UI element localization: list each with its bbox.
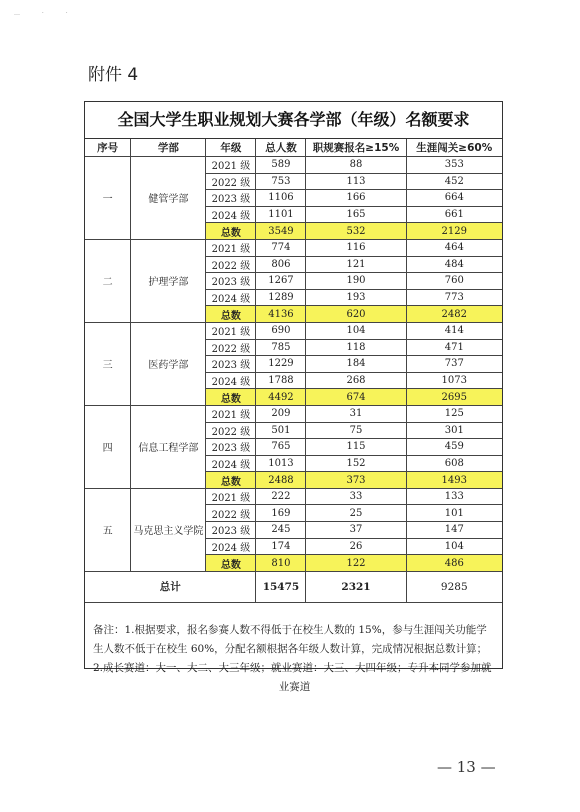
- challenge-cell: 464: [406, 239, 502, 256]
- grade-cell: 2023 级: [206, 273, 256, 290]
- header-cell: 职规赛报名≥15%: [306, 139, 406, 157]
- challenge-cell: 1073: [406, 372, 502, 389]
- subtotal-challenge: 2482: [406, 306, 502, 323]
- grade-cell: 2023 级: [206, 439, 256, 456]
- page-number: — 13 —: [437, 758, 496, 776]
- total-cell: 765: [256, 439, 306, 456]
- challenge-cell: 773: [406, 289, 502, 306]
- total-cell: 209: [256, 405, 306, 422]
- dept-name: 信息工程学部: [131, 405, 206, 488]
- table-row: [85, 488, 502, 505]
- grade-cell: 2022 级: [206, 256, 256, 273]
- dept-name: 护理学部: [131, 239, 206, 322]
- subtotal-challenge: 2695: [406, 389, 502, 406]
- challenge-cell: 353: [406, 157, 502, 174]
- challenge-cell: 471: [406, 339, 502, 356]
- subtotal-total: 2488: [256, 472, 306, 489]
- challenge-cell: 608: [406, 455, 502, 472]
- header-cell: 总人数: [256, 139, 306, 157]
- career-cell: 190: [306, 273, 406, 290]
- quota-table: [85, 139, 502, 603]
- grade-cell: 2022 级: [206, 422, 256, 439]
- total-cell: 806: [256, 256, 306, 273]
- subtotal-total: 4492: [256, 389, 306, 406]
- grade-cell: 2024 级: [206, 538, 256, 555]
- challenge-cell: 133: [406, 488, 502, 505]
- dept-name: 马克思主义学院: [131, 488, 206, 571]
- table-frame: [84, 101, 503, 693]
- subtotal-career: 532: [306, 223, 406, 240]
- career-cell: 75: [306, 422, 406, 439]
- grade-cell: 2022 级: [206, 339, 256, 356]
- total-cell: 1788: [256, 372, 306, 389]
- subtotal-label: 总数: [206, 555, 256, 572]
- challenge-cell: 125: [406, 405, 502, 422]
- grade-cell: 2024 级: [206, 206, 256, 223]
- header-cell: 年级: [206, 139, 256, 157]
- subtotal-challenge: 2129: [406, 223, 502, 240]
- challenge-cell: 414: [406, 322, 502, 339]
- career-cell: 113: [306, 173, 406, 190]
- challenge-cell: 484: [406, 256, 502, 273]
- scan-marks: … · ·: [14, 10, 78, 17]
- challenge-cell: 760: [406, 273, 502, 290]
- dept-name: 医药学部: [131, 322, 206, 405]
- header-cell: 序号: [85, 139, 131, 157]
- subtotal-total: 4136: [256, 306, 306, 323]
- grand-total-row: [85, 571, 502, 602]
- dept-name: 健管学部: [131, 157, 206, 240]
- total-cell: 1101: [256, 206, 306, 223]
- career-cell: 152: [306, 455, 406, 472]
- subtotal-total: 3549: [256, 223, 306, 240]
- total-cell: 589: [256, 157, 306, 174]
- attachment-label: 附件 4: [88, 65, 139, 85]
- subtotal-label: 总数: [206, 389, 256, 406]
- grade-cell: 2024 级: [206, 372, 256, 389]
- table-body: [85, 157, 502, 603]
- challenge-cell: 664: [406, 190, 502, 207]
- subtotal-label: 总数: [206, 223, 256, 240]
- challenge-cell: 459: [406, 439, 502, 456]
- dept-number: 三: [85, 322, 131, 405]
- career-cell: 193: [306, 289, 406, 306]
- header-cell: 生涯闯关≥60%: [406, 139, 502, 157]
- career-cell: 31: [306, 405, 406, 422]
- dept-number: 四: [85, 405, 131, 488]
- challenge-cell: 104: [406, 538, 502, 555]
- total-cell: 1229: [256, 356, 306, 373]
- header-row: [85, 139, 502, 157]
- note-text-last: 业赛道: [278, 680, 311, 693]
- header-cell: 学部: [131, 139, 206, 157]
- career-cell: 116: [306, 239, 406, 256]
- challenge-cell: 147: [406, 522, 502, 539]
- note-text: 备注：1.根据要求，报名参赛人数不得低于在校生人数的 15%，参与生涯闯关功能学生人数不低于在校生 60%，分配名额根据各年级人数计算，完成情况根据总数计算；2.成长赛道：大一、大二、大三年级；就业赛道：大三、大四年级；专升本同学参加就: [93, 623, 492, 674]
- grade-cell: 2021 级: [206, 405, 256, 422]
- challenge-cell: 661: [406, 206, 502, 223]
- subtotal-career: 674: [306, 389, 406, 406]
- total-cell: 245: [256, 522, 306, 539]
- grand-total-challenge: 9285: [406, 571, 502, 602]
- grade-cell: 2023 级: [206, 190, 256, 207]
- subtotal-challenge: 1493: [406, 472, 502, 489]
- subtotal-total: 810: [256, 555, 306, 572]
- grand-total-total: 15475: [256, 571, 306, 602]
- grade-cell: 2021 级: [206, 488, 256, 505]
- career-cell: 37: [306, 522, 406, 539]
- grand-total-career: 2321: [306, 571, 406, 602]
- total-cell: 1106: [256, 190, 306, 207]
- total-cell: 785: [256, 339, 306, 356]
- grade-cell: 2022 级: [206, 505, 256, 522]
- grade-cell: 2021 级: [206, 157, 256, 174]
- table-row: [85, 157, 502, 174]
- total-cell: 222: [256, 488, 306, 505]
- challenge-cell: 301: [406, 422, 502, 439]
- dept-number: 五: [85, 488, 131, 571]
- grade-cell: 2023 级: [206, 522, 256, 539]
- table-row: [85, 322, 502, 339]
- career-cell: 184: [306, 356, 406, 373]
- table-row: [85, 239, 502, 256]
- career-cell: 25: [306, 505, 406, 522]
- grade-cell: 2024 级: [206, 289, 256, 306]
- total-cell: 690: [256, 322, 306, 339]
- grade-cell: 2021 级: [206, 322, 256, 339]
- grade-cell: 2022 级: [206, 173, 256, 190]
- career-cell: 121: [306, 256, 406, 273]
- dept-number: 二: [85, 239, 131, 322]
- total-cell: 169: [256, 505, 306, 522]
- grade-cell: 2023 级: [206, 356, 256, 373]
- grade-cell: 2024 级: [206, 455, 256, 472]
- career-cell: 165: [306, 206, 406, 223]
- subtotal-career: 620: [306, 306, 406, 323]
- table-title: 全国大学生职业规划大赛各学部（年级）名额要求: [85, 102, 502, 139]
- challenge-cell: 452: [406, 173, 502, 190]
- subtotal-career: 373: [306, 472, 406, 489]
- total-cell: 1013: [256, 455, 306, 472]
- total-cell: 774: [256, 239, 306, 256]
- career-cell: 118: [306, 339, 406, 356]
- career-cell: 104: [306, 322, 406, 339]
- career-cell: 115: [306, 439, 406, 456]
- total-cell: 174: [256, 538, 306, 555]
- grade-cell: 2021 级: [206, 239, 256, 256]
- career-cell: 88: [306, 157, 406, 174]
- subtotal-label: 总数: [206, 306, 256, 323]
- subtotal-challenge: 486: [406, 555, 502, 572]
- total-cell: 501: [256, 422, 306, 439]
- subtotal-label: 总数: [206, 472, 256, 489]
- total-cell: 1267: [256, 273, 306, 290]
- challenge-cell: 737: [406, 356, 502, 373]
- total-cell: 753: [256, 173, 306, 190]
- table-row: [85, 405, 502, 422]
- dept-number: 一: [85, 157, 131, 240]
- subtotal-career: 122: [306, 555, 406, 572]
- career-cell: 166: [306, 190, 406, 207]
- challenge-cell: 101: [406, 505, 502, 522]
- career-cell: 26: [306, 538, 406, 555]
- career-cell: 33: [306, 488, 406, 505]
- total-cell: 1289: [256, 289, 306, 306]
- note: [85, 603, 502, 697]
- career-cell: 268: [306, 372, 406, 389]
- grand-total-label: 总计: [85, 571, 256, 602]
